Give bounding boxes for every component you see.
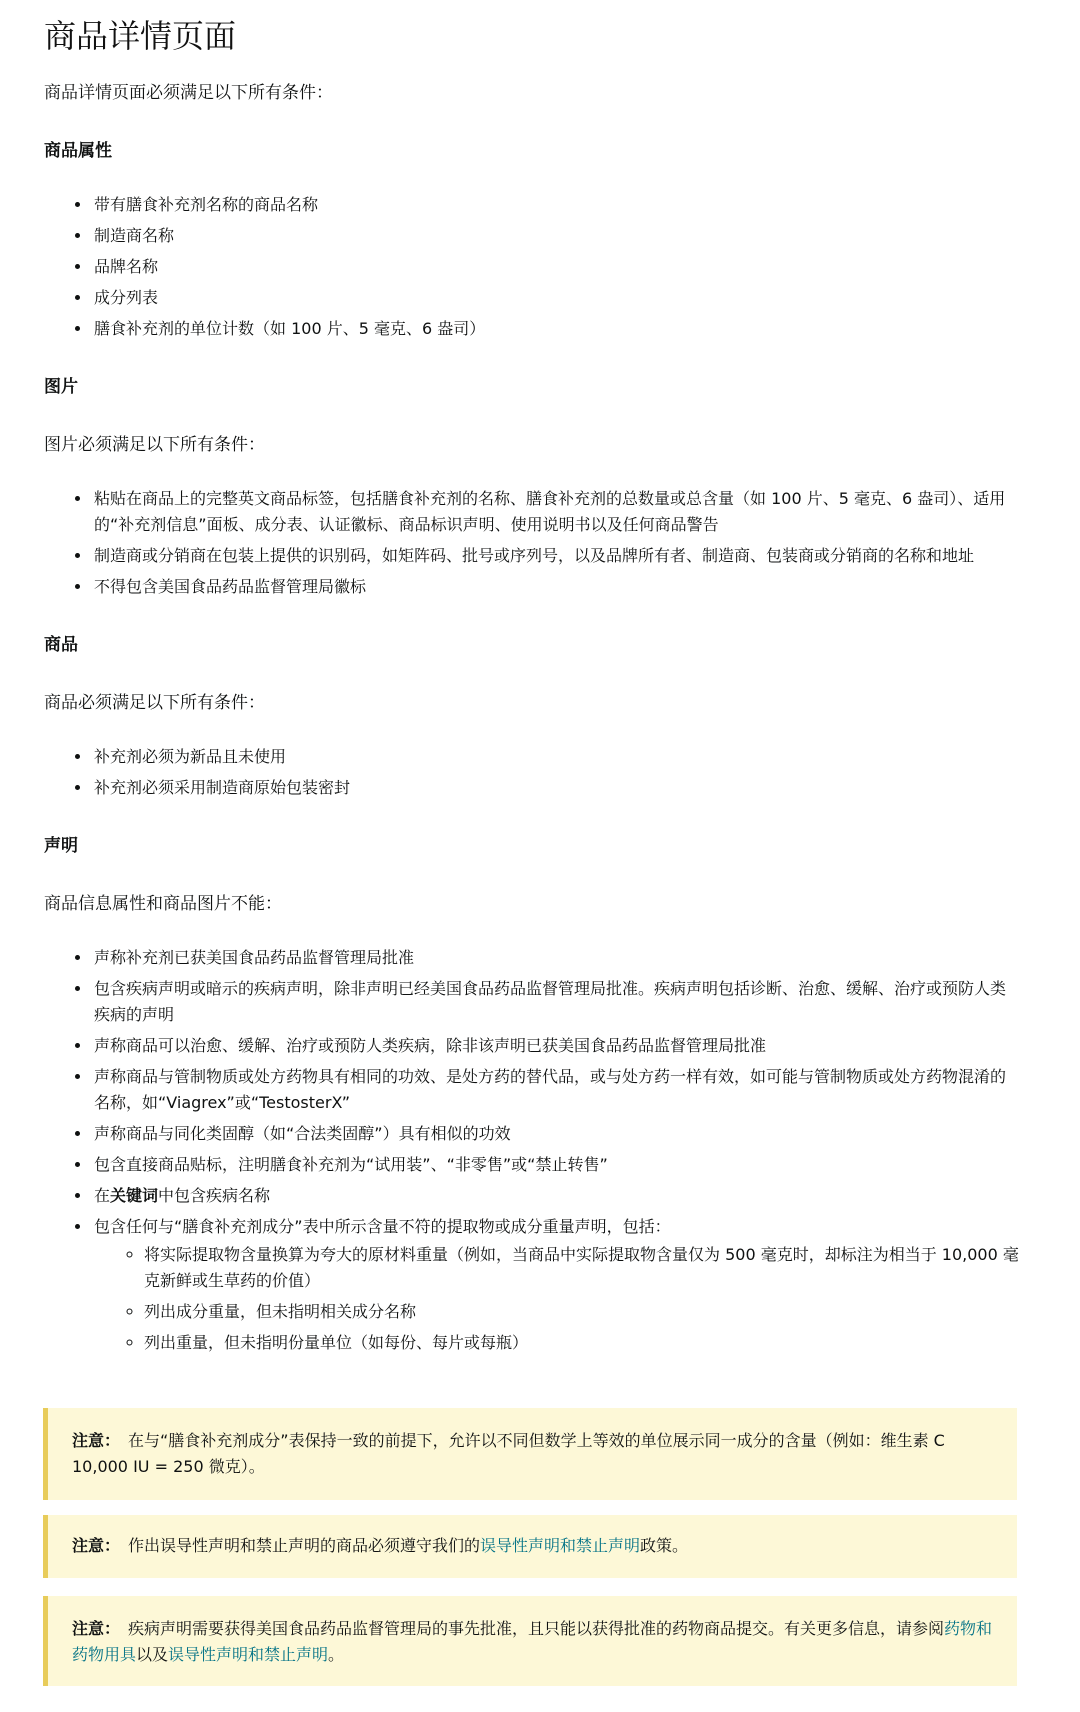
intro-text: 商品详情页面必须满足以下所有条件： [44,83,333,103]
note-text-after: 政策。 [640,1536,689,1555]
note-misleading-claims [43,1515,1017,1578]
list-item-keywords [92,1183,1019,1209]
keyword-item-pre: 在 [94,1186,111,1205]
weights-item-text: 包含任何与“膳食补充剂成分”表中所示含量不符的提取物或成分重量声明，包括： [94,1217,671,1236]
note-label: 注意： [72,1431,121,1450]
list-item: • 制造商名称 [92,223,1019,249]
note-units [43,1408,1017,1500]
note-label: 注意： [72,1619,121,1638]
note-label: 注意： [72,1536,121,1555]
list-item: • 品牌名称 [92,254,1019,280]
claims-lead: 商品信息属性和商品图片不能： [44,894,282,914]
list-item: • 粘贴在商品上的完整英文商品标签，包括膳食补充剂的名称、膳食补充剂的总数量或总含量（如 100 片、5 毫克、6 盎司）、适用的“补充剂信息”面板、成分表、认证徽标、商品标识声明、使用说明书以及任何商品警告 [92,486,1019,538]
page-title: 商品详情页面 [44,17,237,55]
keyword-term: 关键词 [110,1186,159,1205]
list-item: • 声称补充剂已获美国食品药品监督管理局批准 [92,945,1019,971]
note-text: 疾病声明需要获得美国食品药品监督管理局的事先批准，且只能以获得批准的药物商品提交。有关更多信息，请参阅 [128,1619,945,1638]
list-item: • 包含直接商品贴标，注明膳食补充剂为“试用装”、“非零售”或“禁止转售” [92,1152,1019,1178]
list-item: • 带有膳食补充剂名称的商品名称 [92,192,1019,218]
keyword-item-post: 中包含疾病名称 [158,1186,271,1205]
note-disease-claims [43,1596,1017,1686]
list-item: • 补充剂必须为新品且未使用 [92,744,1019,770]
list-item: • 声称商品与同化类固醇（如“合法类固醇”）具有相似的功效 [92,1121,1019,1147]
content-column [44,12,1019,1361]
sub-list-item: ◦ 将实际提取物含量换算为夸大的原材料重量（例如，当商品中实际提取物含量仅为 500 毫克时，却标注为相当于 10,000 毫克新鲜或生草药的价值） [144,1242,1019,1294]
claims-list [44,945,1019,1356]
list-item: • 声称商品可以治愈、缓解、治疗或预防人类疾病，除非该声明已获美国食品药品监督管理局批准 [92,1033,1019,1059]
weights-sub-list [94,1242,1019,1356]
list-item: • 补充剂必须采用制造商原始包装密封 [92,775,1019,801]
product-lead: 商品必须满足以下所有条件： [44,693,265,713]
section-heading-images: 图片 [44,377,78,397]
product-list [44,744,1019,801]
sub-list-item: ◦ 列出重量，但未指明份量单位（如每份、每片或每瓶） [144,1330,1019,1356]
list-item: • 膳食补充剂的单位计数（如 100 片、5 毫克、6 盎司） [92,316,1019,342]
list-item: • 包含疾病声明或暗示的疾病声明，除非声明已经美国食品药品监督管理局批准。疾病声明包括诊断、治愈、缓解、治疗或预防人类疾病的声明 [92,976,1019,1028]
note-text: 作出误导性声明和禁止声明的商品必须遵守我们的 [128,1536,481,1555]
list-item: • 声称商品与管制物质或处方药物具有相同的功效、是处方药的替代品，或与处方药一样有效，如可能与管制物质或处方药物混淆的名称，如“Viagrex”或“TestosterX” [92,1064,1019,1116]
sub-list-item: ◦ 列出成分重量，但未指明相关成分名称 [144,1299,1019,1325]
images-lead: 图片必须满足以下所有条件： [44,435,265,455]
images-list [44,486,1019,600]
list-item-weights [92,1214,1019,1356]
misleading-claims-link[interactable]: 误导性声明和禁止声明 [168,1645,329,1664]
attributes-list [44,192,1019,342]
list-item: • 成分列表 [92,285,1019,311]
section-heading-claims: 声明 [44,836,78,856]
note-text-mid: 以及 [136,1645,169,1664]
misleading-claims-link[interactable]: 误导性声明和禁止声明 [480,1536,641,1555]
drugs-link[interactable]: 药物和药物用具 [72,1619,993,1664]
list-item: • 不得包含美国食品药品监督管理局徽标 [92,574,1019,600]
note-text-after: 。 [328,1645,345,1664]
list-item: • 制造商或分销商在包装上提供的识别码，如矩阵码、批号或序列号，以及品牌所有者、制造商、包装商或分销商的名称和地址 [92,543,1019,569]
section-heading-product: 商品 [44,635,78,655]
note-text: 在与“膳食补充剂成分”表保持一致的前提下，允许以不同但数学上等效的单位展示同一成分的含量（例如：维生素 C 10,000 IU = 250 微克）。 [72,1431,945,1476]
section-heading-attributes: 商品属性 [44,141,112,161]
